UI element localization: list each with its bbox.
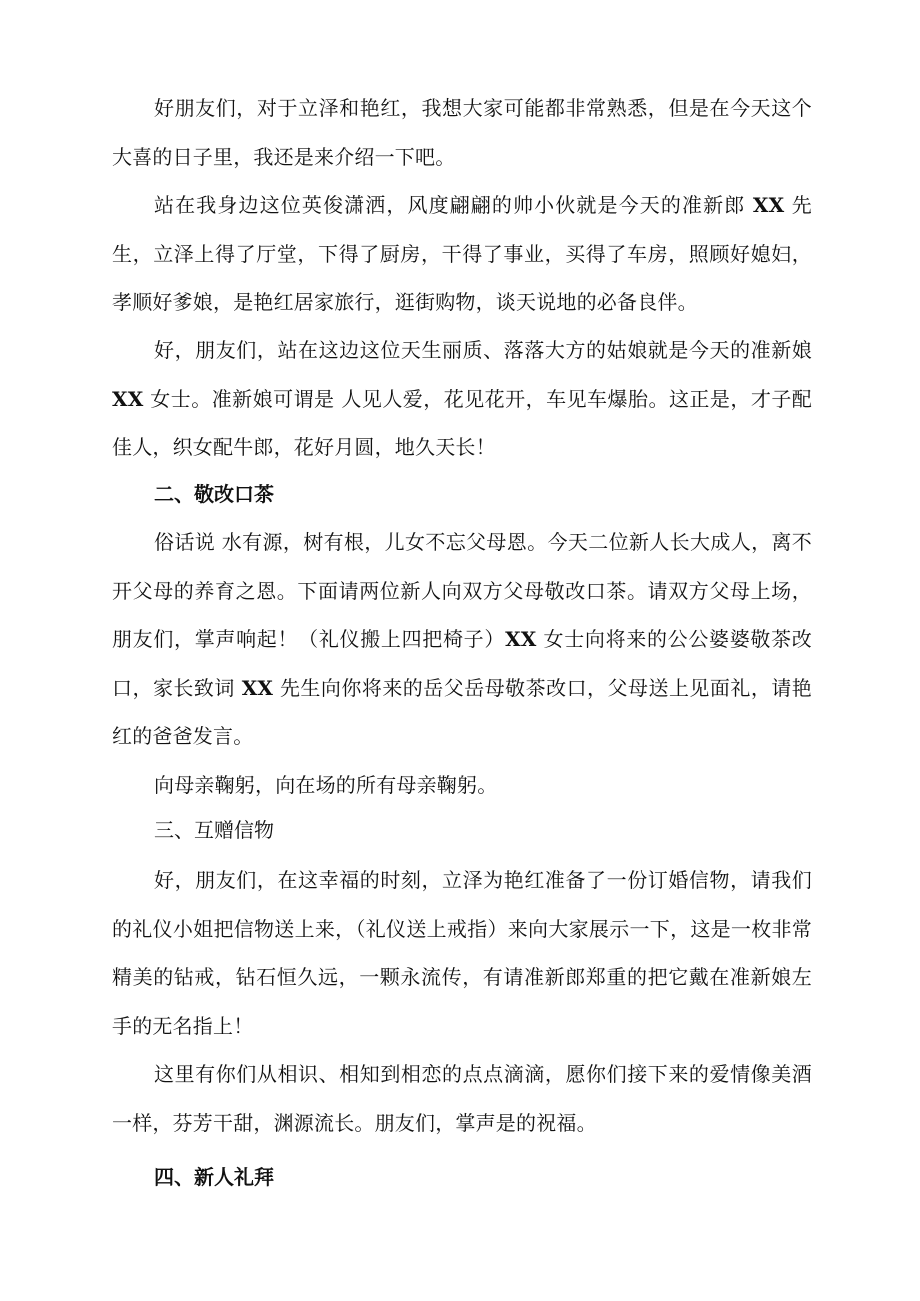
paragraph-blessing xyxy=(112,1050,812,1147)
groom-name: XX xyxy=(752,193,785,217)
heading-tea-ceremony: 二、敬改口茶 xyxy=(154,482,274,506)
paragraph-intro-text: 好朋友们，对于立泽和艳红，我想大家可能都非常熟悉，但是在今天这个大喜的日子里，我还是来介绍一下吧。 xyxy=(112,96,812,169)
ring-text: 好，朋友们，在这幸福的时刻，立泽为艳红准备了一份订婚信物，请我们的礼仪小姐把信物送上来，（礼仪送上戒指）来向大家展示一下，这是一枚非常精美的钻戒，钻石恒久远，一颗永流传，有请准新郎郑重的把它戴在准新娘左手的无名指上！ xyxy=(112,868,812,1038)
paragraph-groom xyxy=(112,181,812,327)
paragraph-bride xyxy=(112,326,812,472)
paragraph-bow-mothers xyxy=(112,761,812,810)
tea-groom-name: XX xyxy=(241,675,274,700)
groom-text-after: 先生，立泽上得了厅堂，下得了厨房，干得了事业，买得了车房，照顾好媳妇，孝顺好爹娘，是艳红居家旅行，逛街购物，谈天说地的必备良伴。 xyxy=(112,193,812,314)
tea-bride-name: XX xyxy=(505,627,537,651)
tea-text-part1: 俗话说 水有源，树有根，儿女不忘父母恩。今天二位新人长大成人，离不开父母的养育之恩。下面请两位新人向双方父母敬改口茶。请双方父母上场，朋友们，掌声响起！（礼仪搬上四把椅子） xyxy=(112,530,812,651)
bow-mothers-text: 向母亲鞠躬，向在场的所有母亲鞠躬。 xyxy=(154,773,498,797)
bride-text-before: 好，朋友们，站在这边这位天生丽质、落落大方的姑娘就是今天的准新娘 xyxy=(154,338,812,362)
heading-exchange-tokens: 三、互赠信物 xyxy=(154,818,274,842)
tea-text-part3: 先生向你将来的岳父岳母敬茶改口，父母送上见面礼，请艳红的爸爸发言。 xyxy=(112,675,812,748)
paragraph-tea-ceremony xyxy=(112,518,812,761)
paragraph-intro xyxy=(112,84,812,181)
tea-text-part2: 女士向将来的公公婆婆敬茶改口，家长致词 xyxy=(112,627,812,700)
groom-text-before: 站在我身边这位英俊潇洒，风度翩翩的帅小伙就是今天的准新郎 xyxy=(154,193,753,217)
paragraph-ring xyxy=(112,856,812,1050)
heading-couple-bow: 四、新人礼拜 xyxy=(154,1165,274,1189)
bride-text-after: 女士。准新娘可谓是 人见人爱，花见花开，车见车爆胎。这正是，才子配佳人，织女配牛郎，花好月圆，地久天长！ xyxy=(112,386,812,459)
blessing-text: 这里有你们从相识、相知到相恋的点点滴滴，愿你们接下来的爱情像美酒一样，芬芳干甜，渊源流长。朋友们，掌声是的祝福。 xyxy=(112,1062,812,1135)
bride-name: XX xyxy=(112,386,144,411)
